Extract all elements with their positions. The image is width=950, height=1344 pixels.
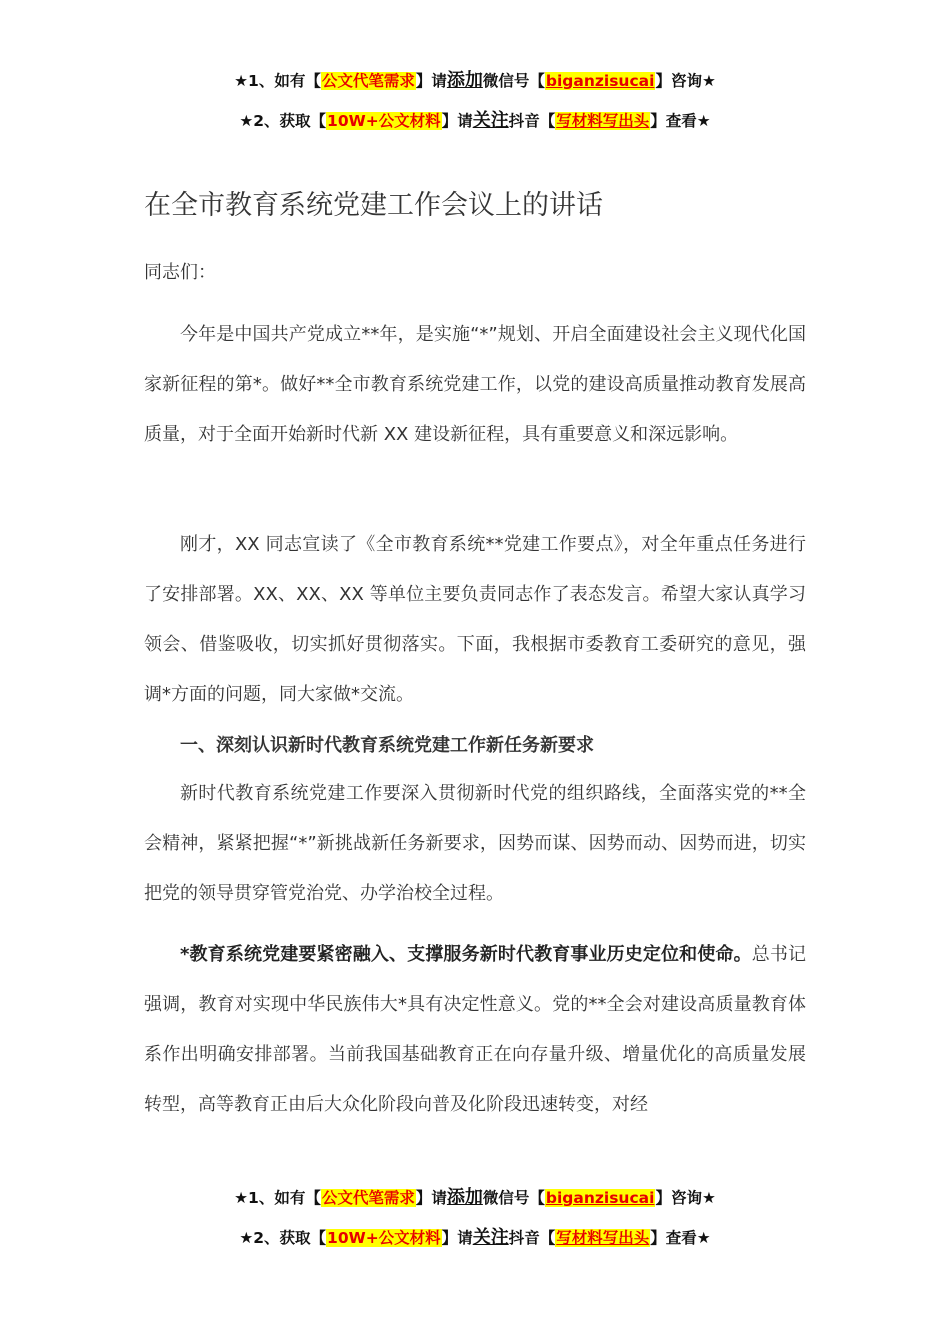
- paragraph-3-text: 新时代教育系统党建工作要深入贯彻新时代党的组织路线，全面落实党的**全会精神，紧紧把握“*”新挑战新任务新要求，因势而谋、因势而动、因势而进，切实把党的领导贯穿管党治党、办学治校全过程。: [144, 783, 806, 904]
- paragraph-4: [144, 930, 806, 1130]
- banner-mid: 微信号【: [482, 1189, 545, 1207]
- top-banner-line-1: [0, 69, 950, 93]
- douyin-id-highlight: 写材料写出头: [556, 112, 650, 130]
- banner-prefix: ★1、如有【: [234, 72, 321, 90]
- paragraph-4-text: 总书记强调，教育对实现中华民族伟大*具有决定性意义。党的**全会对建设高质量教育体系作出明确安排部署。当前我国基础教育正在向存量升级、增量优化的高质量发展转型，高等教育正由后大众化阶段向普及化阶段迅速转变，对经: [144, 944, 806, 1115]
- bottom-banner-line-1: [0, 1186, 950, 1210]
- banner-highlight: 10W+公文材料: [327, 1229, 441, 1247]
- banner-mid: 微信号【: [482, 72, 545, 90]
- top-banner-line-2: [0, 109, 950, 133]
- paragraph-4-lead: *教育系统党建要紧密融入、支撑服务新时代教育事业历史定位和使命。: [180, 944, 752, 965]
- banner-mid: 】请: [415, 1189, 447, 1207]
- banner-highlight: 公文代笔需求: [321, 72, 415, 90]
- section-heading-1: 一、深刻认识新时代教育系统党建工作新任务新要求: [180, 735, 594, 756]
- banner-highlight: 公文代笔需求: [321, 1189, 415, 1207]
- banner-emphasis: 添加: [446, 70, 483, 91]
- document-title: 在全市教育系统党建工作会议上的讲话: [144, 190, 603, 221]
- banner-suffix: 】咨询★: [655, 72, 716, 90]
- banner-emphasis: 关注: [472, 110, 509, 131]
- banner-prefix: ★2、获取【: [239, 112, 327, 130]
- banner-emphasis: 关注: [472, 1227, 509, 1248]
- salutation: 同志们：: [144, 262, 216, 283]
- wechat-id-highlight: biganzisucai: [545, 72, 655, 90]
- banner-mid: 抖音【: [508, 112, 556, 130]
- banner-suffix: 】咨询★: [655, 1189, 716, 1207]
- banner-mid: 】请: [441, 1229, 473, 1247]
- banner-prefix: ★2、获取【: [239, 1229, 327, 1247]
- banner-suffix: 】查看★: [650, 1229, 711, 1247]
- banner-emphasis: 添加: [446, 1187, 483, 1208]
- douyin-id-highlight: 写材料写出头: [556, 1229, 650, 1247]
- wechat-id-highlight: biganzisucai: [545, 1189, 655, 1207]
- banner-mid: 抖音【: [508, 1229, 556, 1247]
- banner-highlight: 10W+公文材料: [327, 112, 441, 130]
- paragraph-3: [144, 769, 806, 919]
- bottom-banner-line-2: [0, 1226, 950, 1250]
- banner-suffix: 】查看★: [650, 112, 711, 130]
- banner-prefix: ★1、如有【: [234, 1189, 321, 1207]
- banner-mid: 】请: [415, 72, 447, 90]
- banner-mid: 】请: [441, 112, 473, 130]
- paragraph-1: 今年是中国共产党成立**年，是实施“*”规划、开启全面建设社会主义现代化国家新征程的第*。做好**全市教育系统党建工作，以党的建设高质量推动教育发展高质量，对于全面开始新时代新 XX 建设新征程，具有重要意义和深远影响。: [144, 324, 806, 445]
- paragraph-2: 刚才，XX 同志宣读了《全市教育系统**党建工作要点》，对全年重点任务进行了安排部署。XX、XX、XX 等单位主要负责同志作了表态发言。希望大家认真学习领会、借鉴吸收，切实抓好贯彻落实。下面，我根据市委教育工委研究的意见，强调*方面的问题，同大家做*交流。: [144, 534, 806, 705]
